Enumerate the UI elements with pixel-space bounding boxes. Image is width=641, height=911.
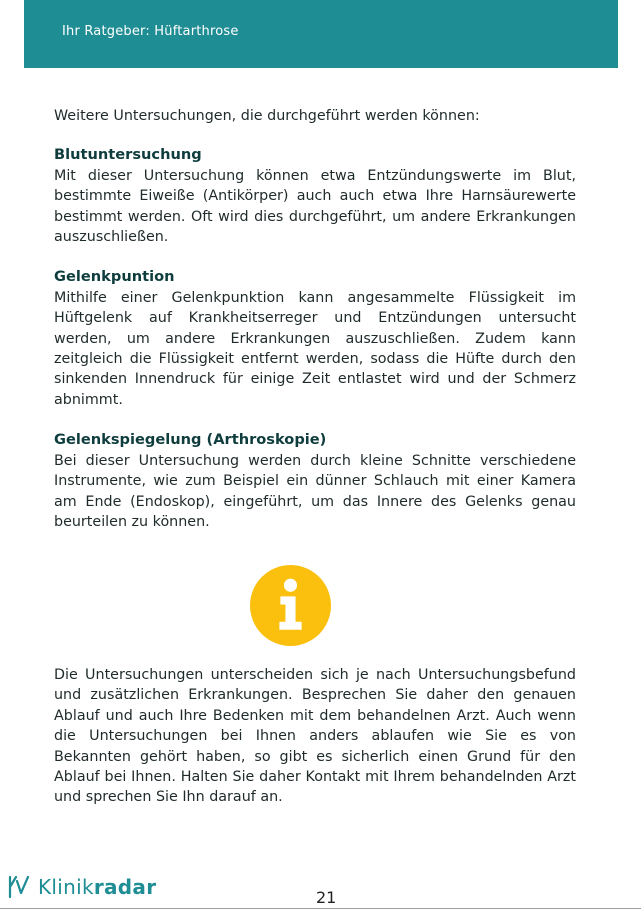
bottom-divider (0, 908, 641, 909)
section-heading: Gelenkpuntion (54, 268, 175, 286)
section-body: Mit dieser Untersuchung können etwa Entzündungswerte im Blut, bestimmte Eiweiße (Antikörper) auch auch etwa Ihre Harnsäurewerte bestimmt werden. Oft wird dies durchgeführt, um andere Erkrankungen auszuschließen. (54, 167, 576, 246)
section-gelenkpunktion (54, 267, 576, 410)
header-title: Ihr Ratgeber: Hüftarthrose (62, 24, 239, 39)
section-body: Mithilfe einer Gelenkpunktion kann angesammelte Flüssigkeit im Hüftgelenk auf Krankheitserreger und Entzündungen untersucht werden, um andere Erkrankungen auszuschließen. Zudem kann zeitgleich die Flüssigkeit entfernt werden, sodass die Hüfte durch den sinkenden Innendruck für einige Zeit entlastet wird und der Schmerz abnimmt. (54, 289, 576, 408)
logo-text-part2: radar (93, 875, 157, 899)
intro-text: Weitere Untersuchungen, die durchgeführt werden können: (54, 108, 480, 124)
info-icon (250, 565, 331, 646)
klinikradar-logo (6, 872, 156, 902)
logo-text-part1: Klinik (38, 875, 94, 899)
section-arthroskopie (54, 430, 576, 532)
page-header (24, 0, 618, 68)
main-content (54, 106, 576, 552)
klinikradar-logo-icon (6, 873, 32, 901)
info-note: Die Untersuchungen unterscheiden sich je nach Untersuchungsbefund und zusätzlichen Erkrankungen. Besprechen Sie daher den genauen Ablauf und auch Ihre Bedenken mit dem behandelnen Arzt. Auch wenn die Untersuchungen bei Ihnen anders ablaufen wie Sie es von Bekannten gehört haben, so gibt es sicherlich einen Grund für den Ablauf bei Ihnen. Halten Sie daher Kontakt mit Ihrem behandelnden Arzt und sprechen Sie Ihn darauf an. (54, 667, 576, 806)
section-heading: Gelenkspiegelung (Arthroskopie) (54, 431, 327, 449)
section-blutuntersuchung (54, 145, 576, 247)
section-body: Bei dieser Untersuchung werden durch kleine Schnitte verschiedene Instrumente, wie zum Beispiel ein dünner Schlauch mit einer Kamera am Ende (Endoskop), eingeführt, um das Innere des Gelenks genau beurteilen zu können. (54, 452, 576, 530)
section-heading: Blutuntersuchung (54, 146, 202, 164)
logo-text (38, 875, 156, 899)
page-number: 21 (316, 888, 337, 907)
